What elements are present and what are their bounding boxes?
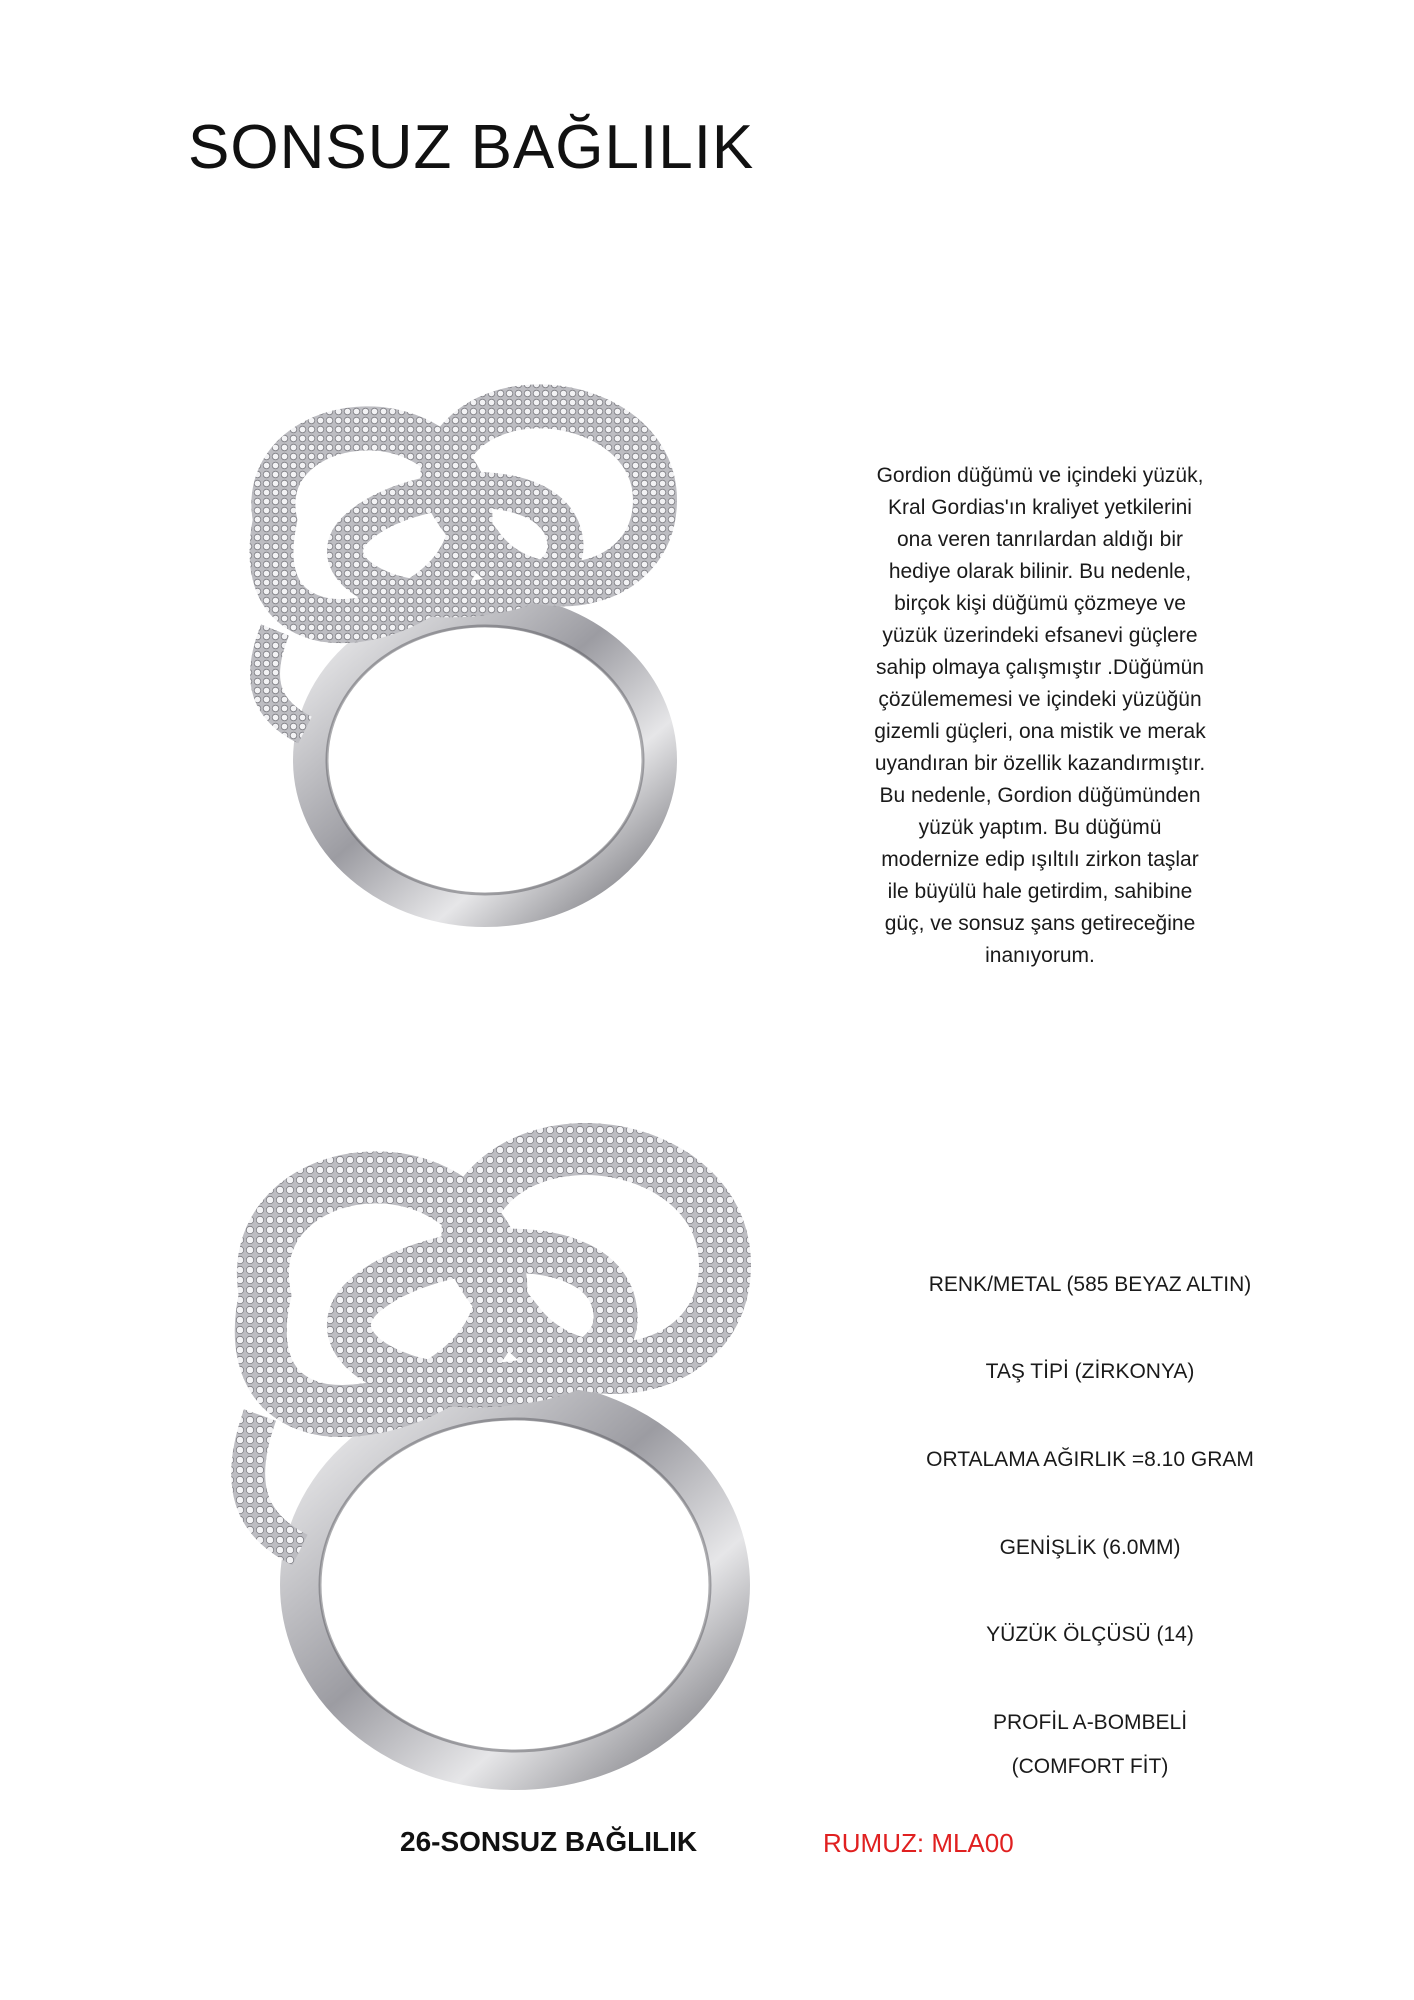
story-line: ona veren tanrılardan aldığı bir (896, 528, 1183, 551)
story-line: gizemli güçleri, ona mistik ve merak (874, 720, 1206, 743)
story-line: çözülememesi ve içindeki yüzüğün (878, 688, 1202, 711)
story-line: Bu nedenle, Gordion düğümünden (879, 784, 1201, 807)
ring-image-bottom (215, 1115, 785, 1805)
story-line: yüzük yaptım. Bu düğümü (918, 816, 1162, 839)
spec-profile-fit: (COMFORT FİT) (1011, 1755, 1169, 1778)
story-line: yüzük üzerindeki efsanevi güçlere (882, 624, 1198, 647)
story-line: inanıyorum. (985, 944, 1095, 967)
story-line: güç, ve sonsuz şans getireceğine (884, 912, 1196, 935)
story-line: birçok kişi düğümü çözmeye ve (894, 592, 1186, 615)
story-line: ile büyülü hale getirdim, sahibine (887, 880, 1193, 903)
spec-weight: ORTALAMA AĞIRLIK =8.10 GRAM (926, 1448, 1254, 1471)
story-line: hediye olarak bilinir. Bu nedenle, (888, 560, 1192, 583)
product-code: RUMUZ: MLA00 (823, 1828, 1014, 1858)
story-line: uyandıran bir özellik kazandırmıştır. (874, 752, 1206, 775)
spec-metal: RENK/METAL (585 BEYAZ ALTIN) (928, 1273, 1252, 1296)
story-line: sahip olmaya çalışmıştır .Düğümün (876, 656, 1204, 679)
spec-profile: PROFİL A-BOMBELİ (992, 1711, 1188, 1734)
story-line: Kral Gordias'ın kraliyet yetkilerini (888, 496, 1192, 519)
spec-width: GENİŞLİK (6.0MM) (999, 1536, 1181, 1559)
ring-image-top (235, 380, 705, 940)
story-line: modernize edip ışıltılı zirkon taşlar (881, 848, 1199, 871)
spec-ring-size: YÜZÜK ÖLÇÜSÜ (14) (986, 1623, 1194, 1646)
story-text (840, 460, 1240, 972)
story-line: Gordion düğümü ve içindeki yüzük, (876, 464, 1204, 487)
page-title: SONSUZ BAĞLILIK (188, 113, 755, 182)
product-name: 26-SONSUZ BAĞLILIK (400, 1826, 698, 1857)
spec-stone-type: TAŞ TİPİ (ZİRKONYA) (985, 1360, 1195, 1383)
